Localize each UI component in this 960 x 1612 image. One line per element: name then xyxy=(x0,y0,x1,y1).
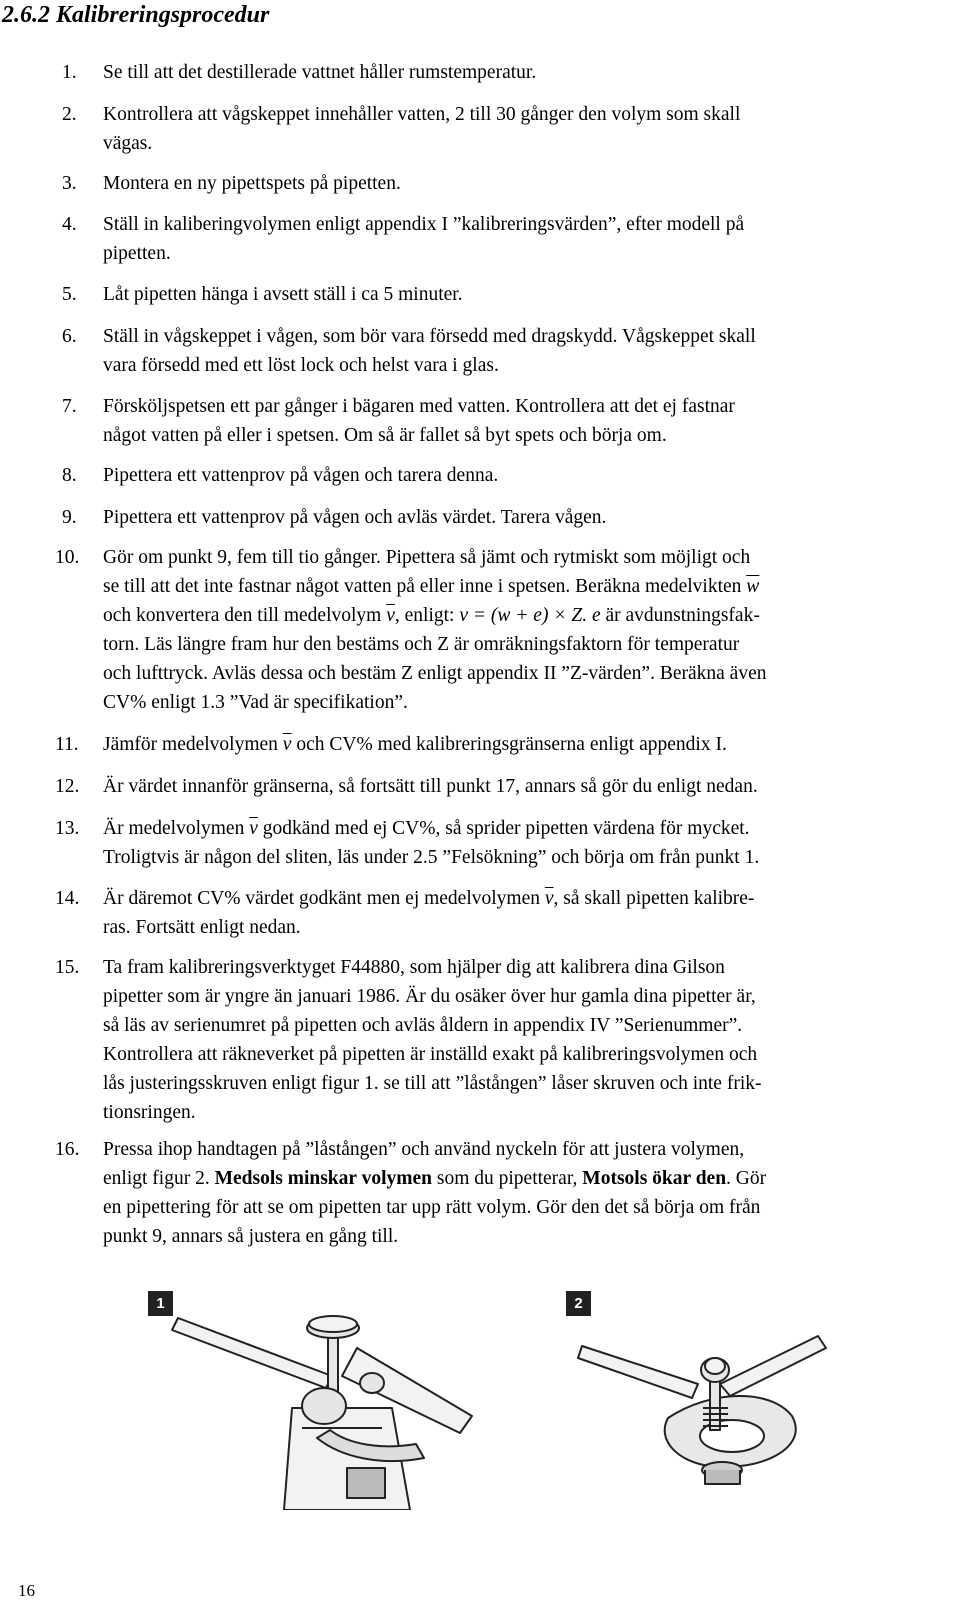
item-text xyxy=(103,169,938,198)
bold-text: Motsols ökar den xyxy=(582,1168,727,1189)
text-segment: , så skall pipetten kalibre- xyxy=(553,888,755,909)
text-segment: , enligt: xyxy=(394,605,455,626)
text-segment: Är medelvolymen xyxy=(103,818,245,839)
figure-1 xyxy=(142,1288,542,1510)
text-line: tionsringen. xyxy=(103,1102,196,1123)
item-number: 16. xyxy=(55,1139,80,1160)
text-line: Gör om punkt 9, fem till tio gånger. Pipettera så jämt och rytmiskt som möjligt och xyxy=(103,547,751,568)
text-segment: godkänd med ej CV%, så sprider pipetten värdena för mycket. xyxy=(262,818,750,839)
text-line xyxy=(103,572,938,601)
text-line: pipetten. xyxy=(103,243,171,264)
math-v-bar: $\overline{v}$ xyxy=(282,734,292,755)
text-segment: som du pipetterar, xyxy=(436,1168,578,1189)
text-line: Se till att det destillerade vattnet håller rumstemperatur. xyxy=(103,62,537,83)
item-text xyxy=(103,100,938,158)
text-line: Ta fram kalibreringsverktyget F44880, som hjälper dig att kalibrera dina Gilson xyxy=(103,957,725,978)
text-segment: är avdunstningsfak- xyxy=(605,605,760,626)
item-number: 9. xyxy=(62,507,77,528)
text-line: Pipettera ett vattenprov på vågen och tarera denna. xyxy=(103,465,499,486)
text-line: vara försedd med ett löst lock och helst vara i glas. xyxy=(103,355,499,376)
text-line: vägas. xyxy=(103,133,153,154)
figure-2-illustration xyxy=(560,1288,960,1510)
item-text xyxy=(103,392,938,450)
item-number: 12. xyxy=(55,776,80,797)
math-v-bar: $\overline{v}$ xyxy=(386,605,395,626)
page-number: 16 xyxy=(18,1581,35,1600)
figure-1-badge: 1 xyxy=(148,1291,173,1316)
text-line: Försköljspetsen ett par gånger i bägaren med vatten. Kontrollera att det ej fastnar xyxy=(103,396,735,417)
text-line: pipetter som är yngre än januari 1986. Är du osäker över hur gamla dina pipetter är, xyxy=(103,986,756,1007)
text-line xyxy=(103,884,938,913)
math-v-bar: $\overline{v}$ xyxy=(249,818,258,839)
text-line xyxy=(103,730,938,759)
item-text xyxy=(103,58,938,87)
item-text xyxy=(103,543,938,717)
item-text xyxy=(103,322,938,380)
section-heading: 2.6.2 Kalibreringsprocedur xyxy=(2,2,270,28)
item-text xyxy=(103,503,938,532)
item-text xyxy=(103,884,938,942)
text-line: Troligtvis är någon del sliten, läs under 2.5 ”Felsökning” och börja om från punkt 1. xyxy=(103,847,760,868)
math-v-bar: $\overline{v}$ xyxy=(544,888,554,909)
text-line: Montera en ny pipettspets på pipetten. xyxy=(103,173,401,194)
text-line: och lufttryck. Avläs dessa och bestäm Z enligt appendix II ”Z-värden”. Beräkna även xyxy=(103,663,767,684)
item-number: 8. xyxy=(62,465,77,486)
item-number: 10. xyxy=(55,547,80,568)
item-number: 13. xyxy=(55,818,80,839)
item-text xyxy=(103,730,938,759)
math-formula: v = (w + e) × Z. xyxy=(459,605,588,626)
figure-1-illustration xyxy=(142,1288,542,1510)
item-number: 3. xyxy=(62,173,77,194)
text-line: Kontrollera att räkneverket på pipetten är inställd exakt på kalibreringsvolymen och xyxy=(103,1044,758,1065)
item-text xyxy=(103,280,938,309)
item-number: 6. xyxy=(62,326,77,347)
figure-2 xyxy=(560,1288,960,1510)
text-line xyxy=(103,814,938,843)
text-line xyxy=(103,601,938,630)
item-text xyxy=(103,814,938,872)
text-line: Ställ in kaliberingvolymen enligt appendix I ”kalibreringsvärden”, efter modell på xyxy=(103,214,745,235)
text-segment: och CV% med kalibreringsgränserna enligt appendix I. xyxy=(296,734,727,755)
text-line: punkt 9, annars så justera en gång till. xyxy=(103,1226,399,1247)
text-line: så läs av serienumret på pipetten och avläs åldern in appendix IV ”Serienummer”. xyxy=(103,1015,743,1036)
item-text xyxy=(103,210,938,268)
text-line: ras. Fortsätt enligt nedan. xyxy=(103,917,301,938)
item-text xyxy=(103,461,938,490)
item-text xyxy=(103,1135,938,1251)
item-number: 11. xyxy=(55,734,79,755)
text-segment: och konvertera den till medelvolym xyxy=(103,605,382,626)
text-line xyxy=(103,1164,938,1193)
text-line: CV% enligt 1.3 ”Vad är specifikation”. xyxy=(103,692,408,713)
text-segment: Är däremot CV% värdet godkänt men ej medelvolymen xyxy=(103,888,540,909)
text-line: en pipettering för att se om pipetten tar upp rätt volym. Gör den det så börja om från xyxy=(103,1197,761,1218)
text-line: Är värdet innanför gränserna, så fortsätt till punkt 17, annars så gör du enligt nedan. xyxy=(103,776,758,797)
item-number: 7. xyxy=(62,396,77,417)
text-line: Låt pipetten hänga i avsett ställ i ca 5 minuter. xyxy=(103,284,463,305)
math-e: e xyxy=(591,605,601,626)
item-text xyxy=(103,953,938,1127)
item-number: 14. xyxy=(55,888,80,909)
text-segment: . Gör xyxy=(726,1168,767,1189)
item-number: 4. xyxy=(62,214,77,235)
item-number: 15. xyxy=(55,957,80,978)
text-line: Pipettera ett vattenprov på vågen och avläs värdet. Tarera vågen. xyxy=(103,507,607,528)
item-number: 2. xyxy=(62,104,77,125)
text-segment: se till att det inte fastnar något vatten på eller inne i spetsen. Beräkna medelvikten xyxy=(103,576,742,597)
text-line: Kontrollera att vågskeppet innehåller vatten, 2 till 30 gånger den volym som skall xyxy=(103,104,741,125)
math-w-bar: $\overline{w}$ xyxy=(746,576,760,597)
text-line: Pressa ihop handtagen på ”låstången” och använd nyckeln för att justera volymen, xyxy=(103,1139,745,1160)
item-text xyxy=(103,772,938,801)
bold-text: Medsols minskar volymen xyxy=(214,1168,432,1189)
text-line: Ställ in vågskeppet i vågen, som bör vara försedd med dragskydd. Vågskeppet skall xyxy=(103,326,756,347)
text-segment: Jämför medelvolymen xyxy=(103,734,278,755)
item-number: 5. xyxy=(62,284,77,305)
text-segment: enligt figur 2. xyxy=(103,1168,210,1189)
text-line: torn. Läs längre fram hur den bestäms och Z är omräkningsfaktorn för temperatur xyxy=(103,634,740,655)
text-line: något vatten på eller i spetsen. Om så är fallet så byt spets och börja om. xyxy=(103,425,667,446)
text-line: lås justeringsskruven enligt figur 1. se till att ”låstången” låser skruven och inte frik- xyxy=(103,1073,762,1094)
item-number: 1. xyxy=(62,62,77,83)
figure-2-badge: 2 xyxy=(566,1291,591,1316)
